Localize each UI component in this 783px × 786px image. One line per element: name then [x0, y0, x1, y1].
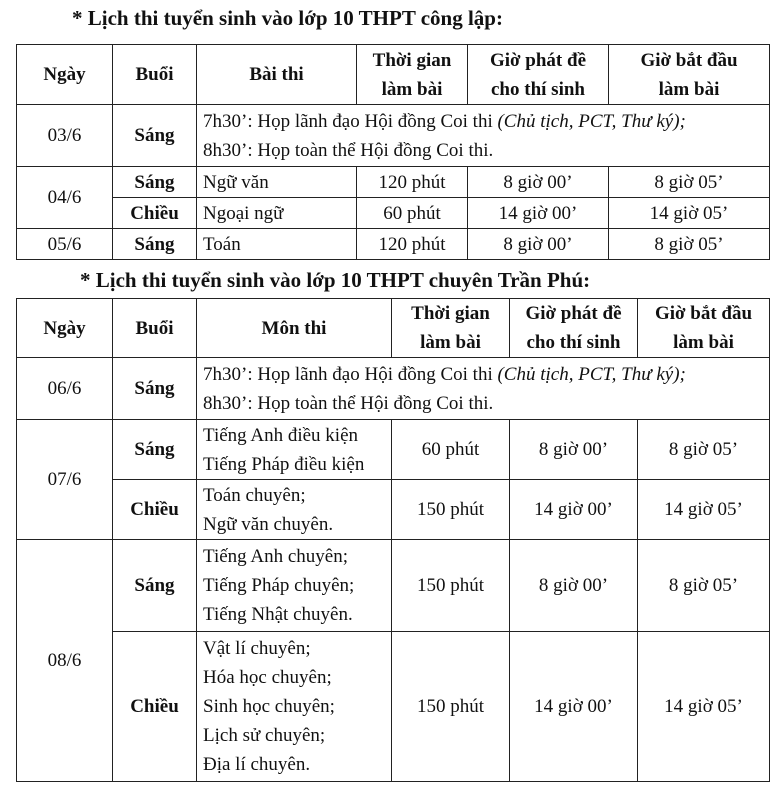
cell-mon-thi [197, 480, 392, 540]
header-buoi: Buổi [113, 299, 197, 358]
cell-mon-thi [197, 540, 392, 632]
cell-gio-bat-dau: 8 giờ 05’ [609, 167, 770, 198]
subject-line: Tiếng Anh điều kiện [203, 424, 358, 446]
header-line: cho thí sinh [526, 332, 621, 353]
table-row [17, 198, 770, 229]
subject-line: Tiếng Pháp chuyên; [203, 575, 355, 596]
note-line [203, 360, 763, 389]
cell-buoi: Chiều [113, 632, 197, 782]
table-row [17, 167, 770, 198]
table1-title: * Lịch thi tuyển sinh vào lớp 10 THPT công lập: [72, 6, 503, 30]
cell-gio-phat: 8 giờ 00’ [510, 540, 638, 632]
cell-thoi-gian: 150 phút [392, 480, 510, 540]
cell-bai-thi: Ngữ văn [197, 167, 357, 198]
cell-gio-bat-dau: 14 giờ 05’ [638, 480, 770, 540]
header-gio-phat-de [510, 299, 638, 358]
cell-gio-bat-dau: 14 giờ 05’ [609, 198, 770, 229]
cell-thoi-gian: 120 phút [357, 229, 468, 260]
cell-meeting-note [197, 105, 770, 167]
cell-gio-phat: 8 giờ 00’ [510, 420, 638, 480]
header-line: Thời gian [411, 303, 490, 324]
cell-thoi-gian: 120 phút [357, 167, 468, 198]
subject-line: Sinh học chuyên; [203, 696, 335, 717]
cell-buoi: Chiều [113, 198, 197, 229]
note-italic: (Chủ tịch, PCT, Thư ký); [497, 363, 686, 385]
header-line: Giờ phát đề [489, 49, 587, 71]
subject-line: Lịch sử chuyên; [203, 725, 326, 746]
specialized-school-exam-schedule-table [16, 298, 770, 782]
cell-gio-phat: 8 giờ 00’ [468, 167, 609, 198]
cell-mon-thi [197, 632, 392, 782]
subject-line: Địa lí chuyên. [203, 754, 311, 775]
subject-line: Tiếng Nhật chuyên. [203, 604, 353, 625]
table2-title: * Lịch thi tuyển sinh vào lớp 10 THPT chuyên Trần Phú: [80, 268, 591, 292]
header-bai-thi: Bài thi [197, 45, 357, 105]
header-line: làm bài [673, 332, 734, 353]
subject-line: Ngữ văn chuyên. [203, 513, 334, 535]
subject-line: Tiếng Anh chuyên; [203, 546, 348, 567]
note-italic: (Chủ tịch, PCT, Thư ký); [497, 110, 686, 132]
note-text: 7h30’: Họp lãnh đạo Hội đồng Coi thi [203, 110, 498, 132]
header-line: làm bài [381, 78, 443, 100]
table-row [17, 480, 770, 540]
subject-line: Toán chuyên; [203, 484, 306, 506]
header-line: Giờ bắt đầu [654, 303, 753, 324]
table-row [17, 420, 770, 480]
table-row [17, 540, 770, 632]
header-line: làm bài [658, 78, 720, 100]
cell-gio-phat: 8 giờ 00’ [468, 229, 609, 260]
header-line: Thời gian [372, 49, 452, 71]
subject-line: Tiếng Pháp điều kiện [203, 453, 365, 475]
header-gio-phat-de [468, 45, 609, 105]
table-row [17, 632, 770, 782]
cell-ngay: 06/6 [17, 358, 113, 420]
table-row [17, 358, 770, 420]
header-thoi-gian [392, 299, 510, 358]
table-header-row [17, 299, 770, 358]
cell-buoi: Sáng [113, 105, 197, 167]
table-row [17, 229, 770, 260]
cell-ngay: 04/6 [17, 167, 113, 229]
header-ngay: Ngày [17, 299, 113, 358]
header-line: làm bài [420, 332, 481, 353]
cell-thoi-gian: 150 phút [392, 632, 510, 782]
cell-meeting-note [197, 358, 770, 420]
note-line [203, 107, 763, 136]
cell-gio-bat-dau: 8 giờ 05’ [638, 420, 770, 480]
header-gio-bat-dau [638, 299, 770, 358]
header-line: Giờ phát đề [525, 303, 622, 324]
cell-gio-bat-dau: 8 giờ 05’ [638, 540, 770, 632]
cell-thoi-gian: 60 phút [392, 420, 510, 480]
cell-buoi: Sáng [113, 540, 197, 632]
cell-buoi: Chiều [113, 480, 197, 540]
note-text: 7h30’: Họp lãnh đạo Hội đồng Coi thi [203, 363, 498, 385]
cell-gio-phat: 14 giờ 00’ [468, 198, 609, 229]
cell-ngay: 03/6 [17, 105, 113, 167]
cell-buoi: Sáng [113, 358, 197, 420]
header-line: Giờ bắt đầu [640, 49, 738, 71]
cell-ngay: 07/6 [17, 420, 113, 540]
header-ngay: Ngày [17, 45, 113, 105]
note-line: 8h30’: Họp toàn thể Hội đồng Coi thi. [203, 139, 494, 161]
cell-buoi: Sáng [113, 167, 197, 198]
header-buoi: Buổi [113, 45, 197, 105]
cell-bai-thi: Toán [197, 229, 357, 260]
public-school-exam-schedule-table [16, 44, 770, 260]
header-line: cho thí sinh [491, 78, 585, 100]
cell-gio-bat-dau: 14 giờ 05’ [638, 632, 770, 782]
cell-buoi: Sáng [113, 420, 197, 480]
subject-line: Hóa học chuyên; [203, 667, 332, 688]
cell-mon-thi [197, 420, 392, 480]
table-row [17, 105, 770, 167]
header-thoi-gian [357, 45, 468, 105]
cell-buoi: Sáng [113, 229, 197, 260]
subject-line: Vật lí chuyên; [203, 638, 311, 659]
table-header-row [17, 45, 770, 105]
header-mon-thi: Môn thi [197, 299, 392, 358]
cell-ngay: 08/6 [17, 540, 113, 782]
header-gio-bat-dau [609, 45, 770, 105]
cell-ngay: 05/6 [17, 229, 113, 260]
cell-thoi-gian: 150 phút [392, 540, 510, 632]
note-line: 8h30’: Họp toàn thể Hội đồng Coi thi. [203, 392, 494, 414]
cell-gio-phat: 14 giờ 00’ [510, 480, 638, 540]
cell-thoi-gian: 60 phút [357, 198, 468, 229]
cell-bai-thi: Ngoại ngữ [197, 198, 357, 229]
cell-gio-bat-dau: 8 giờ 05’ [609, 229, 770, 260]
cell-gio-phat: 14 giờ 00’ [510, 632, 638, 782]
